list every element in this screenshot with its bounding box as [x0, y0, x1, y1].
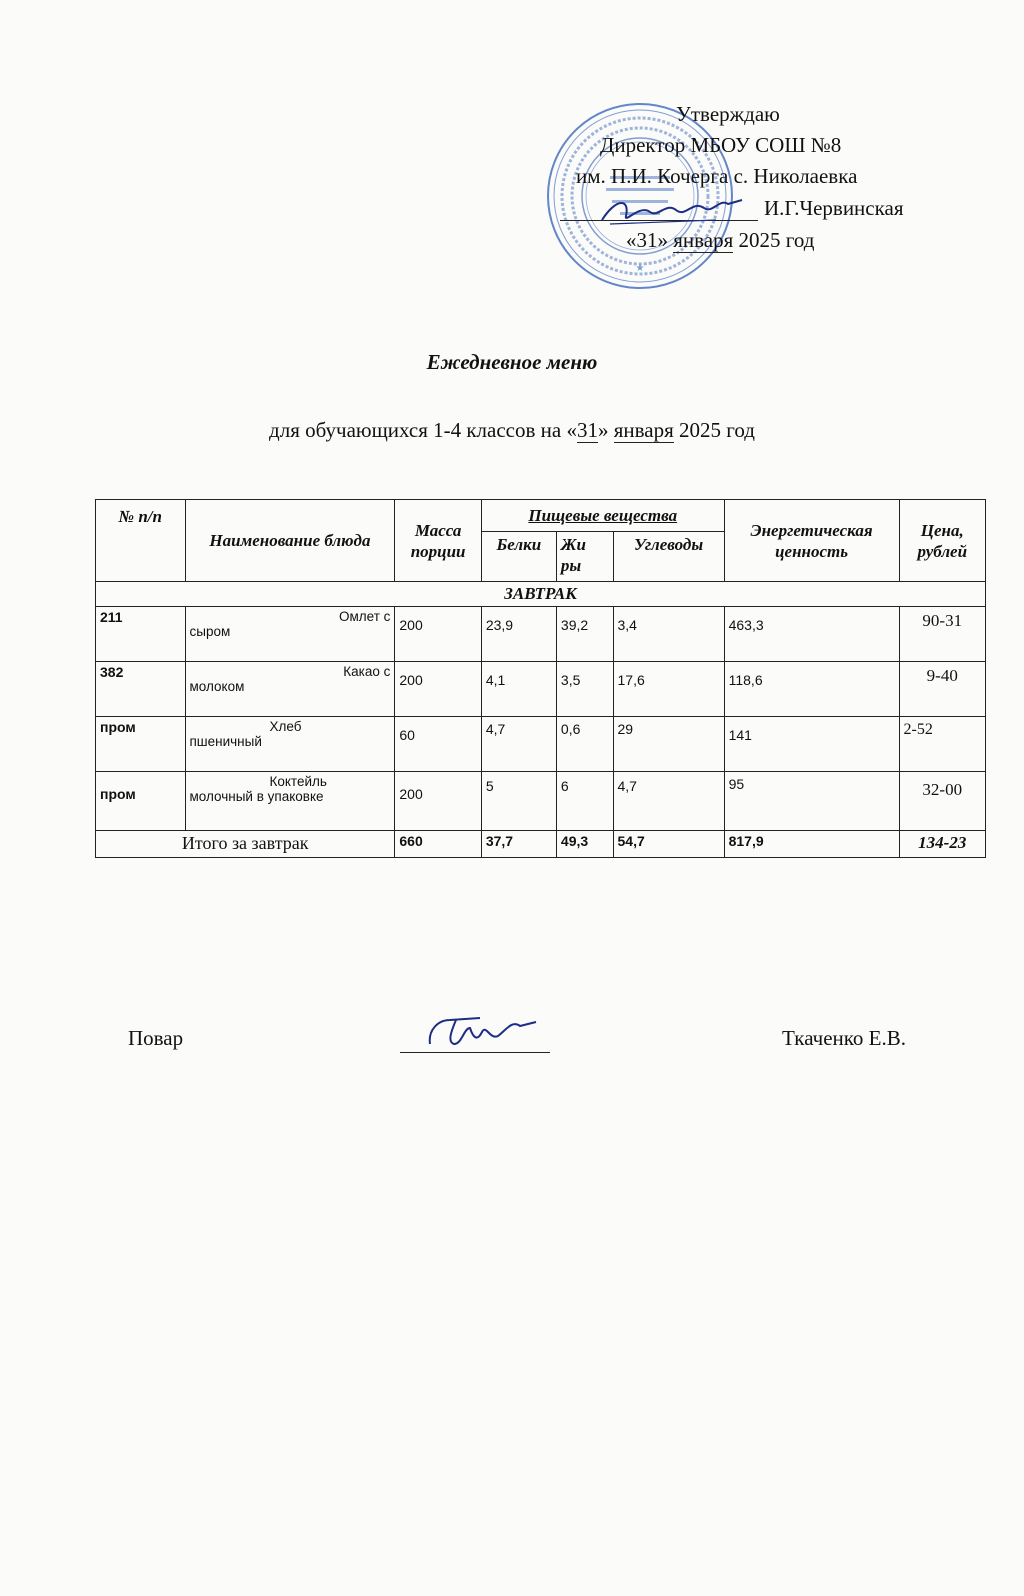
approval-month: января: [673, 228, 734, 252]
dish-line-2: молоком: [189, 679, 245, 694]
row-mass: 200: [395, 607, 481, 662]
row-carbs: 3,4: [613, 607, 724, 662]
dish-line-2: пшеничный: [189, 734, 262, 749]
row-mass: 200: [395, 662, 481, 717]
row-price: 90-31: [899, 607, 985, 662]
row-protein: 4,1: [481, 662, 556, 717]
approval-day: «31»: [626, 228, 668, 252]
dish-line-2: молочный в упаковке: [189, 789, 324, 804]
cook-role: Повар: [128, 1026, 184, 1050]
row-dish: [185, 717, 395, 772]
row-price: 2-52: [899, 717, 985, 772]
row-dish: [185, 607, 395, 662]
row-carbs: 17,6: [613, 662, 724, 717]
dish-line-1: Какао с: [343, 664, 391, 679]
subtitle-day: 31: [576, 418, 598, 442]
page-subtitle: [0, 418, 1024, 443]
row-dish: [185, 772, 395, 831]
header-energy: Энергетическая ценность: [724, 500, 899, 582]
row-price: 32-00: [899, 772, 985, 831]
row-energy: 141: [724, 717, 899, 772]
table-row: [96, 607, 986, 662]
header-dish: Наименование блюда: [185, 500, 395, 582]
approval-year: 2025 год: [738, 228, 815, 252]
row-code: пром: [96, 717, 186, 772]
section-title: ЗАВТРАК: [96, 582, 986, 607]
section-row: [96, 582, 986, 607]
total-mass: 660: [395, 831, 481, 858]
total-carbs: 54,7: [613, 831, 724, 858]
row-price: 9-40: [899, 662, 985, 717]
header-carbs: Углеводы: [613, 532, 724, 582]
row-fat: 39,2: [556, 607, 613, 662]
row-protein: 5: [481, 772, 556, 831]
dish-line-1: Коктейль: [269, 774, 327, 789]
header-nutrients: Пищевые вещества: [481, 500, 724, 532]
total-label: Итого за завтрак: [96, 831, 395, 858]
row-energy: 463,3: [724, 607, 899, 662]
total-protein: 37,7: [481, 831, 556, 858]
subtitle-suffix: 2025 год: [673, 418, 755, 442]
approval-block: [540, 96, 970, 306]
header-number: № п/п: [96, 500, 186, 582]
svg-text:★: ★: [635, 263, 645, 274]
cook-signature-line: [400, 1052, 550, 1053]
header-fat: Жи ры: [556, 532, 613, 582]
row-code: 211: [96, 607, 186, 662]
page-title: Ежедневное меню: [426, 350, 598, 374]
table-row: [96, 772, 986, 831]
dish-line-2: сыром: [189, 624, 231, 639]
approval-heading: Утверждаю: [676, 102, 780, 126]
approval-school: им. П.И. Кочерга с. Николаевка: [576, 164, 858, 188]
subtitle-prefix: для обучающихся 1-4 классов на «: [269, 418, 577, 442]
row-code: 382: [96, 662, 186, 717]
cook-name: Ткаченко Е.В.: [782, 1026, 907, 1050]
total-row: [96, 831, 986, 858]
row-fat: 3,5: [556, 662, 613, 717]
dish-line-1: Омлет с: [338, 609, 391, 624]
row-fat: 6: [556, 772, 613, 831]
header-mass: Масса порции: [395, 500, 481, 582]
director-name: И.Г.Червинская: [764, 196, 904, 220]
approval-date: [626, 228, 814, 253]
cook-signature-icon: [420, 1010, 540, 1050]
row-protein: 23,9: [481, 607, 556, 662]
row-protein: 4,7: [481, 717, 556, 772]
row-fat: 0,6: [556, 717, 613, 772]
row-code: пром: [96, 772, 186, 831]
header-protein: Белки: [481, 532, 556, 582]
row-mass: 200: [395, 772, 481, 831]
header-price: Цена, рублей: [899, 500, 985, 582]
total-energy: 817,9: [724, 831, 899, 858]
row-energy: 95: [724, 772, 899, 831]
subtitle-middle: »: [597, 418, 614, 442]
row-carbs: 29: [613, 717, 724, 772]
dish-line-1: Хлеб: [269, 719, 302, 734]
row-energy: 118,6: [724, 662, 899, 717]
menu-table: [95, 499, 986, 858]
approval-position: Директор МБОУ СОШ №8: [600, 133, 842, 157]
director-signature-icon: [596, 194, 746, 230]
total-fat: 49,3: [556, 831, 613, 858]
row-carbs: 4,7: [613, 772, 724, 831]
subtitle-month: января: [613, 418, 674, 442]
row-mass: 60: [395, 717, 481, 772]
table-row: [96, 662, 986, 717]
total-price: 134-23: [899, 831, 985, 858]
row-dish: [185, 662, 395, 717]
table-row: [96, 717, 986, 772]
